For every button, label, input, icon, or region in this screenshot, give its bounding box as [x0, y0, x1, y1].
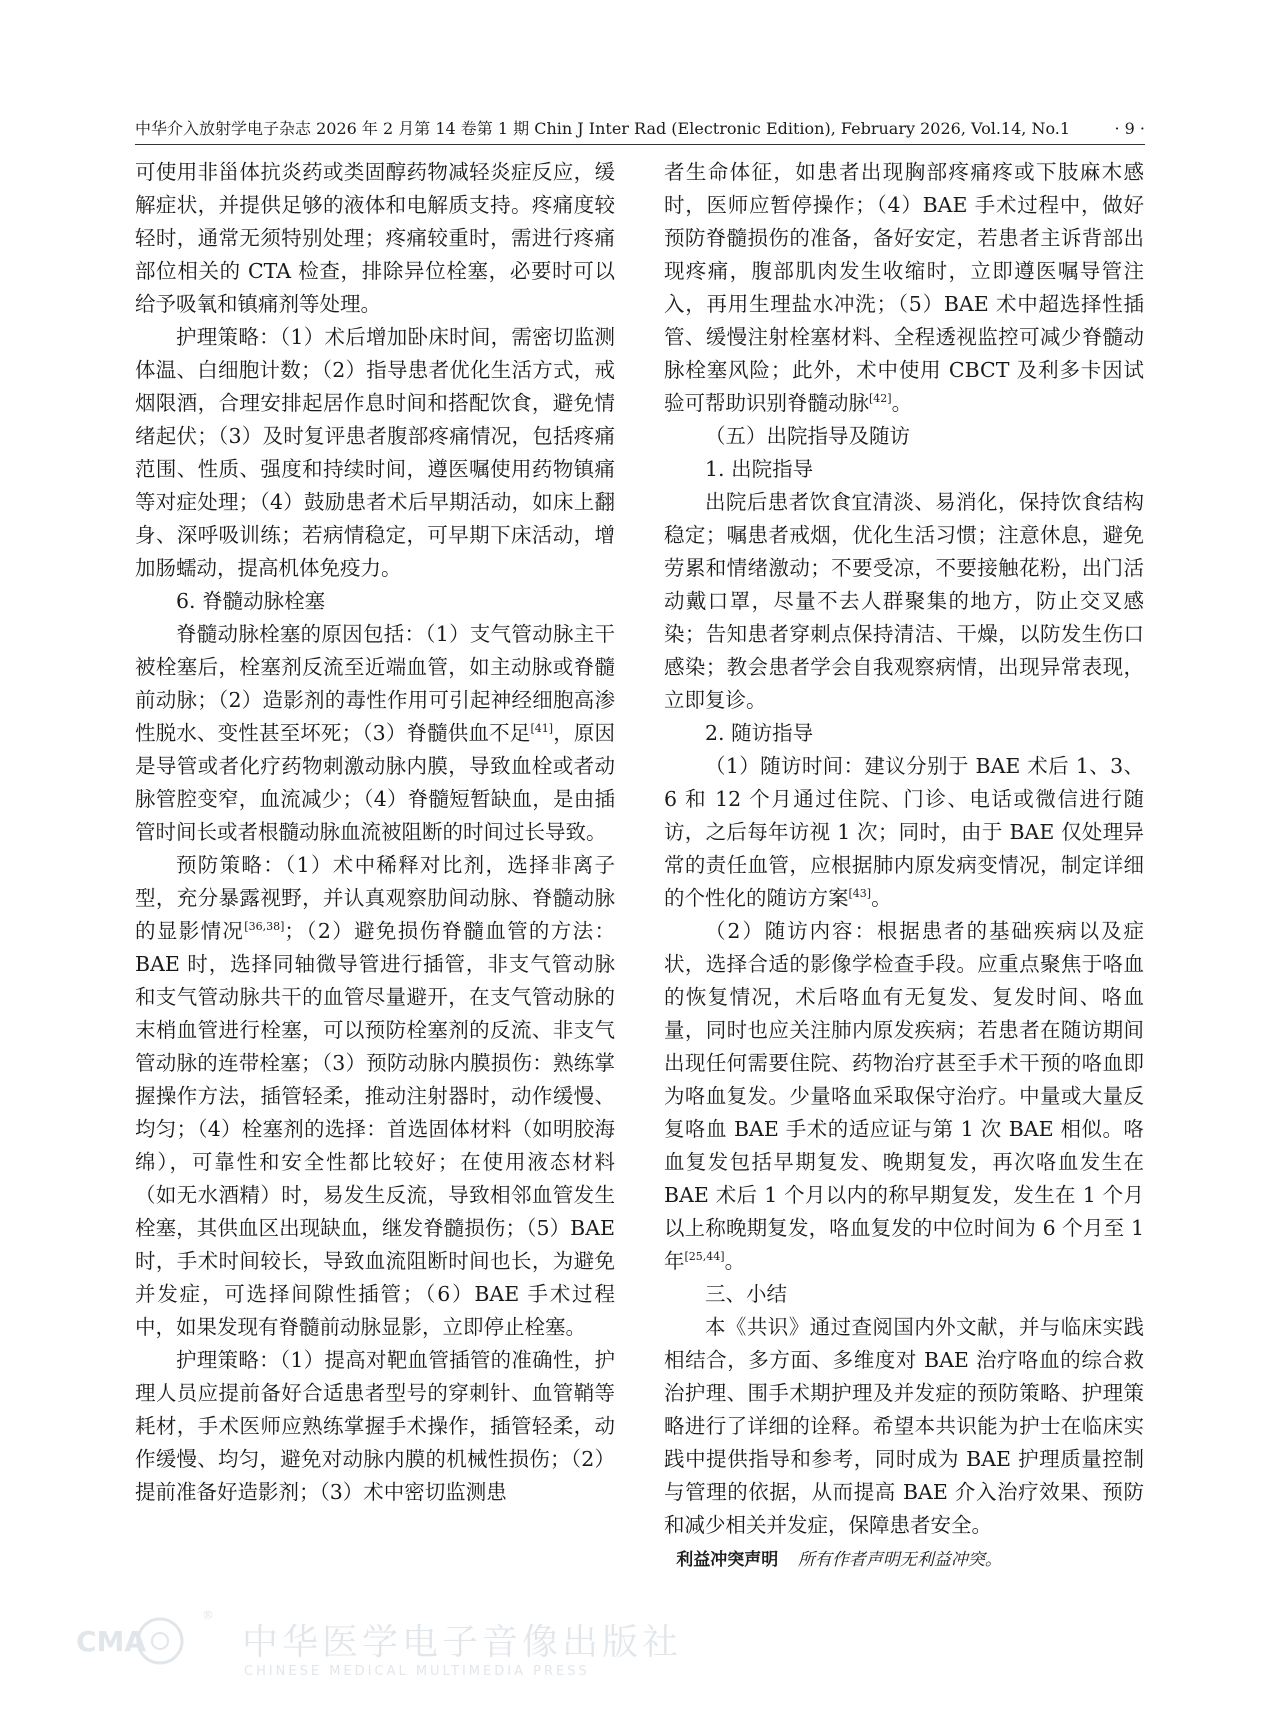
conflict-of-interest [664, 1542, 1144, 1577]
journal-citation: 中华介入放射学电子杂志 2026 年 2 月第 14 卷第 1 期 Chin J Inter Rad (Electronic Edition), February 2026, Vol.14, No.1 [135, 119, 1071, 138]
citation-ref: [43] [848, 887, 872, 901]
publisher-name-en: CHINESE MEDICAL MULTIMEDIA PRESS [244, 1664, 590, 1679]
paragraph [135, 618, 615, 849]
left-column [135, 156, 615, 1509]
subsection-heading: 1. 出院指导 [705, 457, 814, 481]
paragraph: 护理策略：（1）提高对靶血管插管的准确性，护理人员应提前备好合适患者型号的穿刺针、血管鞘等耗材，手术医师应熟练掌握手术操作，插管轻柔，动作缓慢、均匀，避免对动脉内膜的机械性损伤；（2）提前准备好造影剂；（3）术中密切监测患 [135, 1348, 615, 1504]
coi-text: 所有作者声明无利益冲突。 [797, 1550, 1002, 1570]
text-run: （1）随访时间：建议分别于 BAE 术后 1、3、6 和 12 个月通过住院、门诊、电话或微信进行随访，之后每年访视 1 次；同时，由于 BAE 仅处理异常的责任血管，应根据肺内原发病变情况，制定详细的个性化的随访方案 [664, 754, 1144, 910]
section-heading: 三、小结 [705, 1282, 787, 1306]
section-heading: 6. 脊髓动脉栓塞 [176, 589, 326, 613]
text-run: ，原因是导管或者化疗药物刺激动脉内膜，导致血栓或者动脉管腔变窄，血流减少；（4）脊髓短暂缺血，是由插管时间长或者根髓动脉血流被阻断的时间过长导致。 [135, 721, 616, 844]
coi-label: 利益冲突声明 [676, 1550, 779, 1570]
text-run: 。 [891, 391, 913, 415]
paragraph: 出院后患者饮食宜清淡、易消化，保持饮食结构稳定；嘱患者戒烟，优化生活习惯；注意休息，避免劳累和情绪激动；不要受凉，不要接触花粉，出门活动戴口罩，尽量不去人群聚集的地方，防止交叉感染；告知患者穿刺点保持清洁、干燥，以防发生伤口感染；教会患者学会自我观察病情，出现异常表现，立即复诊。 [664, 490, 1144, 712]
paragraph: 本《共识》通过查阅国内外文献，并与临床实践相结合，多方面、多维度对 BAE 治疗咯血的综合救治护理、围手术期护理及并发症的预防策略、护理策略进行了详细的诠释。希望本共识能为护士在临床实践中提供指导和参考，同时成为 BAE 护理质量控制与管理的依据，从而提高 BAE 介入治疗效果、预防和减少相关并发症，保障患者安全。 [664, 1315, 1144, 1537]
header-rule [135, 144, 1145, 145]
text-run: 脊髓动脉栓塞的原因包括：（1）支气管动脉主干被栓塞后，栓塞剂反流至近端血管，如主动脉或脊髓前动脉；（2）造影剂的毒性作用可引起神经细胞高渗性脱水、变性甚至坏死；（3）脊髓供血不足 [135, 622, 615, 745]
text-run: 。 [871, 886, 892, 910]
text-run: （2）随访内容：根据患者的基础疾病以及症状，选择合适的影像学检查手段。应重点聚焦于咯血的恢复情况，术后咯血有无复发、复发时间、咯血量，同时也应关注肺内原发疾病；若患者在随访期间出现任何需要住院、药物治疗甚至手术干预的咯血即为咯血复发。少量咯血采取保守治疗。中量或大量反复咯血 BAE 手术的适应证与第 1 次 BAE 相似。咯血复发包括早期复发、晚期复发，再次咯血发生在 BAE 术后 1 个月以内的称早期复发，发生在 1 个月以上称晚期复发，咯血复发的中位时间为 6 个月至 1 年 [664, 919, 1144, 1273]
paragraph [664, 156, 1144, 420]
running-header [135, 116, 1145, 142]
citation-ref: [42] [869, 392, 892, 406]
citation-ref: [41] [530, 722, 554, 736]
cma-logo-icon [72, 1616, 192, 1666]
text-run: 者生命体征，如患者出现胸部疼痛疼或下肢麻木感时，医师应暂停操作；（4）BAE 手术过程中，做好预防脊髓损伤的准备，备好安定，若患者主诉背部出现疼痛，腹部肌肉发生收缩时，立即遵医嘱导管注入，再用生理盐水冲洗；（5）BAE 术中超选择性插管、缓慢注射栓塞材料、全程透视监控可减少脊髓动脉栓塞风险；此外，术中使用 CBCT 及利多卡因试验可帮助识别脊髓动脉 [664, 160, 1144, 415]
page-number: · 9 · [1114, 119, 1145, 138]
section-heading: （五）出院指导及随访 [705, 424, 910, 448]
subsection-heading: 2. 随访指导 [705, 721, 814, 745]
logo-text: CMA [76, 1625, 147, 1658]
registered-mark: ® [202, 1608, 214, 1622]
right-column [664, 156, 1144, 1577]
citation-ref: [36,38] [244, 920, 285, 934]
paragraph: 护理策略：（1）术后增加卧床时间，需密切监测体温、白细胞计数；（2）指导患者优化生活方式，戒烟限酒，合理安排起居作息时间和搭配饮食，避免情绪起伏；（3）及时复评患者腹部疼痛情况，包括疼痛范围、性质、强度和持续时间，遵医嘱使用药物镇痛等对症处理；（4）鼓励患者术后早期活动，如床上翻身、深呼吸训练；若病情稳定，可早期下床活动，增加肠蠕动，提高机体免疫力。 [135, 325, 615, 580]
paragraph [135, 849, 615, 1344]
paragraph: 可使用非甾体抗炎药或类固醇药物减轻炎症反应，缓解症状，并提供足够的液体和电解质支持。疼痛度较轻时，通常无须特别处理；疼痛较重时，需进行疼痛部位相关的 CTA 检查，排除异位栓塞，必要时可以给予吸氧和镇痛剂等处理。 [135, 160, 615, 316]
text-run: ；（2）避免损伤脊髓血管的方法：BAE 时，选择同轴微导管进行插管，非支气管动脉和支气管动脉共干的血管尽量避开，在支气管动脉的末梢血管进行栓塞，可以预防栓塞剂的反流、非支气管动脉的连带栓塞；（3）预防动脉内膜损伤：熟练掌握操作方法，插管轻柔，推动注射器时，动作缓慢、均匀；（4）栓塞剂的选择：首选固体材料（如明胶海绵），可靠性和安全性都比较好；在使用液态材料（如无水酒精）时，易发生反流，导致相邻血管发生栓塞，其供血区出现缺血，继发脊髓损伤；（5）BAE 时，手术时间较长，导致血流阻断时间也长，为避免并发症，可选择间隙性插管；（6）BAE 手术过程中，如果发现有脊髓前动脉显影，立即停止栓塞。 [135, 919, 615, 1339]
citation-ref: [25,44] [684, 1250, 725, 1264]
publisher-logo [62, 1608, 683, 1688]
text-run: 。 [724, 1249, 746, 1273]
text-run: 预防策略：（1）术中稀释对比剂，选择非离子型，充分暴露视野，并认真观察肋间动脉、脊髓动脉的显影情况 [135, 853, 615, 943]
paragraph [664, 915, 1144, 1278]
publisher-name-cn: 中华医学电子音像出版社 [242, 1622, 683, 1663]
paragraph [664, 750, 1144, 915]
